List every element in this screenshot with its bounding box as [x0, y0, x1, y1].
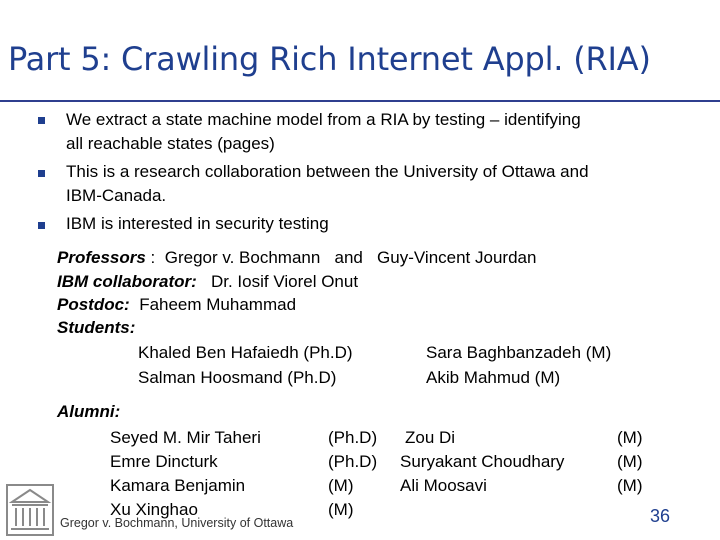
postdoc-name: Faheem Muhammad	[139, 295, 297, 314]
bullet-1-line-2: all reachable states (pages)	[66, 134, 275, 153]
university-building-icon	[6, 484, 54, 540]
alumni-name: Seyed M. Mir Taheri	[110, 428, 261, 447]
student-right-2: Akib Mahmud (M)	[426, 368, 561, 387]
bullet-2	[66, 160, 589, 208]
bullet-3	[66, 212, 329, 236]
student-left-1: Khaled Ben Hafaiedh (Ph.D)	[138, 343, 353, 362]
alumni-degree: (M)	[617, 452, 643, 471]
student-right-1: Sara Baghbanzadeh (M)	[426, 343, 612, 362]
professor-name-1: Gregor v. Bochmann	[164, 248, 321, 267]
bullet-2-line-2: IBM-Canada.	[66, 186, 167, 205]
postdoc-label: Postdoc:	[57, 295, 130, 314]
alumni-name: Zou Di	[405, 428, 456, 447]
alumni-degree: (Ph.D)	[328, 428, 378, 447]
students-label: Students:	[57, 318, 136, 337]
professors-label: Professors	[57, 248, 146, 267]
alumni-name: Kamara Benjamin	[110, 476, 246, 495]
ibm-collaborator-name: Dr. Iosif Viorel Onut	[210, 272, 359, 291]
alumni-degree: (M)	[617, 476, 643, 495]
professors-separator: :	[145, 248, 160, 267]
alumni-name: Emre Dincturk	[110, 452, 218, 471]
bullet-1	[66, 108, 581, 156]
alumni-label: Alumni:	[57, 402, 121, 421]
postdoc-line	[57, 295, 296, 315]
alumni-degree: (Ph.D)	[328, 452, 378, 471]
ibm-collaborator-label: IBM collaborator:	[57, 272, 197, 291]
ibm-collaborator-line	[57, 272, 358, 292]
professors-line	[57, 248, 536, 268]
page-number: 36	[650, 506, 671, 526]
student-left-2: Salman Hoosmand (Ph.D)	[138, 368, 337, 387]
title-divider	[0, 100, 720, 102]
bullet-1-line-1: We extract a state machine model from a RIA by testing – identifying	[66, 110, 581, 129]
footer-author: Gregor v. Bochmann, University of Ottawa	[60, 516, 294, 530]
alumni-degree: (M)	[617, 428, 643, 447]
professor-name-2: Guy-Vincent Jourdan	[377, 248, 537, 267]
square-bullet-icon	[38, 170, 45, 177]
alumni-name: Ali Moosavi	[400, 476, 487, 495]
professors-and: and	[334, 248, 363, 267]
alumni-name: Suryakant Choudhary	[400, 452, 565, 471]
alumni-degree: (M)	[328, 500, 354, 519]
bullet-3-line-1: IBM is interested in security testing	[66, 214, 329, 233]
square-bullet-icon	[38, 222, 45, 229]
bullet-2-line-1: This is a research collaboration between the University of Ottawa and	[66, 162, 589, 181]
alumni-degree: (M)	[328, 476, 354, 495]
slide-title: Part 5: Crawling Rich Internet Appl. (RIA)	[8, 40, 651, 78]
alumni-name: Xu Xinghao	[110, 500, 198, 519]
square-bullet-icon	[38, 117, 45, 124]
